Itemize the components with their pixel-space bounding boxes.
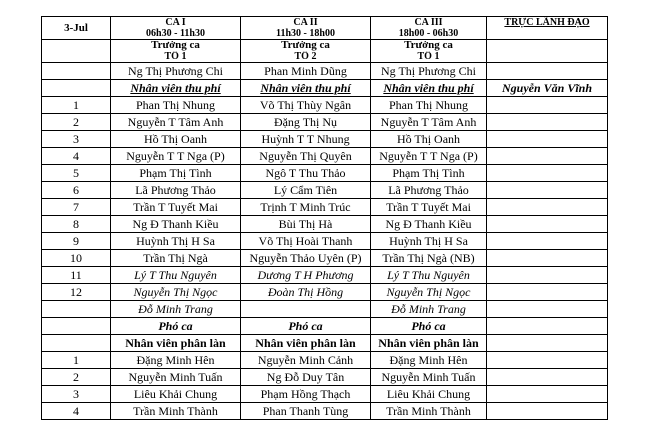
row-number: 2 — [42, 114, 111, 131]
table-row — [42, 114, 608, 131]
ca3-title: CA III — [371, 17, 487, 29]
ca3-staff-name: Nguyễn T Tâm Anh — [371, 114, 487, 131]
ca3-staff-name: Nguyễn T T Nga (P) — [371, 148, 487, 165]
ca3-staff-name: Ng Đ Thanh Kiều — [371, 216, 487, 233]
ca2-staff-name: Phan Thanh Tùng — [241, 403, 371, 420]
ca3-team-lead-name: Ng Thị Phương Chi — [371, 63, 487, 80]
leader-cell — [487, 369, 608, 386]
row-number: 8 — [42, 216, 111, 233]
ca3-staff-name: Trần Minh Thành — [371, 403, 487, 420]
ca1-staff-name: Lý T Thu Nguyên — [111, 267, 241, 284]
ca3-staff-name: Trần Thị Ngà (NB) — [371, 250, 487, 267]
ca2-staff-name: Huỳnh T T Nhung — [241, 131, 371, 148]
ca2-staff-name: Phạm Hồng Thạch — [241, 386, 371, 403]
ca1-staff-name: Phạm Thị Tình — [111, 165, 241, 182]
ca1-time: 06h30 - 11h30 — [111, 28, 241, 40]
ca1-staff-name: Lã Phương Thảo — [111, 182, 241, 199]
ca3-staff-name: Liêu Khải Chung — [371, 386, 487, 403]
ca2-staff-name: Võ Thị Hoài Thanh — [241, 233, 371, 250]
ca2-staff-name: Nguyễn Thị Quyên — [241, 148, 371, 165]
ca1-staff-name: Trần Minh Thành — [111, 403, 241, 420]
leader-name: Nguyễn Văn Vĩnh — [487, 80, 608, 97]
row-number: 1 — [42, 97, 111, 114]
table-row — [42, 216, 608, 233]
table-row — [42, 250, 608, 267]
ca3-staff-name: Trần T Tuyết Mai — [371, 199, 487, 216]
table-row — [42, 352, 608, 369]
ca2-staff-name: Dương T H Phương — [241, 267, 371, 284]
ca1-staff-name: Hồ Thị Oanh — [111, 131, 241, 148]
ca1-lane-staff-label: Nhân viên phân làn — [111, 335, 241, 352]
ca2-staff-name: Lý Cẩm Tiên — [241, 182, 371, 199]
leader-cell — [487, 352, 608, 369]
ca2-team-lead-name: Phan Minh Dũng — [241, 63, 371, 80]
ca2-staff-name: Ng Đỗ Duy Tân — [241, 369, 371, 386]
leader-cell — [487, 148, 608, 165]
ca2-title: CA II — [241, 17, 371, 29]
ca2-team-lead-label: Trưởng ca — [241, 40, 371, 52]
ca3-staff-name: Lý T Thu Nguyên — [371, 267, 487, 284]
row-number: 5 — [42, 165, 111, 182]
ca3-staff-name: Huỳnh Thị H Sa — [371, 233, 487, 250]
ca1-deputy-label: Phó ca — [111, 318, 241, 335]
ca1-staff-name: Huỳnh Thị H Sa — [111, 233, 241, 250]
ca3-team-lead-label: Trưởng ca — [371, 40, 487, 52]
ca3-staff-name: Nguyễn Minh Tuấn — [371, 369, 487, 386]
ca1-staff-name: Nguyễn T Tâm Anh — [111, 114, 241, 131]
ca1-staff-name: Nguyễn T T Nga (P) — [111, 148, 241, 165]
table-row — [42, 199, 608, 216]
ca3-team: TỔ 1 — [371, 51, 487, 63]
row-number: 9 — [42, 233, 111, 250]
fee-staff-header-row — [42, 80, 608, 97]
row-number — [42, 301, 111, 318]
row-number: 4 — [42, 148, 111, 165]
ca2-time: 11h30 - 18h00 — [241, 28, 371, 40]
table-row — [42, 165, 608, 182]
ca1-staff-name: Nguyễn Minh Tuấn — [111, 369, 241, 386]
ca1-team-lead-name: Ng Thị Phương Chi — [111, 63, 241, 80]
ca2-staff-name: Đặng Thị Nụ — [241, 114, 371, 131]
row-number: 7 — [42, 199, 111, 216]
ca1-staff-name: Trần Thị Ngà — [111, 250, 241, 267]
table-row — [42, 403, 608, 420]
leader-cell — [487, 267, 608, 284]
table-row — [42, 148, 608, 165]
leader-cell — [487, 165, 608, 182]
row-number: 12 — [42, 284, 111, 301]
table-row — [42, 97, 608, 114]
table-row — [42, 182, 608, 199]
ca3-staff-name: Nguyễn Thị Ngọc — [371, 284, 487, 301]
ca3-staff-name: Hồ Thị Oanh — [371, 131, 487, 148]
row-number: 3 — [42, 131, 111, 148]
ca3-staff-name: Lã Phương Thảo — [371, 182, 487, 199]
ca3-staff-name: Đỗ Minh Trang — [371, 301, 487, 318]
row-number: 4 — [42, 403, 111, 420]
leader-cell — [487, 250, 608, 267]
ca1-team-lead-label: Trưởng ca — [111, 40, 241, 52]
ca1-fee-staff-label: Nhân viên thu phí — [111, 80, 241, 97]
ca2-deputy-label: Phó ca — [241, 318, 371, 335]
ca1-staff-name: Phan Thị Nhung — [111, 97, 241, 114]
team-lead-name-row — [42, 63, 608, 80]
leader-cell — [487, 97, 608, 114]
ca2-team: TỔ 2 — [241, 51, 371, 63]
ca2-lane-staff-label: Nhân viên phân làn — [241, 335, 371, 352]
table-row — [42, 284, 608, 301]
row-number: 11 — [42, 267, 111, 284]
ca1-staff-name: Đỗ Minh Trang — [111, 301, 241, 318]
ca3-time: 18h00 - 06h30 — [371, 28, 487, 40]
row-number: 10 — [42, 250, 111, 267]
ca1-staff-name: Liêu Khải Chung — [111, 386, 241, 403]
leader-cell — [487, 199, 608, 216]
ca2-staff-name: Trịnh T Minh Trúc — [241, 199, 371, 216]
leader-cell — [487, 182, 608, 199]
row-number: 3 — [42, 386, 111, 403]
leader-cell — [487, 284, 608, 301]
ca2-staff-name: Nguyễn Minh Cảnh — [241, 352, 371, 369]
leader-cell — [487, 301, 608, 318]
ca1-staff-name: Trần T Tuyết Mai — [111, 199, 241, 216]
leader-cell — [487, 233, 608, 250]
leader-title: TRỰC LÃNH ĐẠO — [487, 17, 608, 40]
ca2-staff-name — [241, 301, 371, 318]
ca3-staff-name: Phan Thị Nhung — [371, 97, 487, 114]
row-number: 6 — [42, 182, 111, 199]
lane-staff-header-row — [42, 335, 608, 352]
table-row — [42, 267, 608, 284]
row-number: 1 — [42, 352, 111, 369]
team-lead-label-row — [42, 40, 608, 52]
ca2-staff-name: Nguyễn Thảo Uyên (P) — [241, 250, 371, 267]
leader-cell — [487, 131, 608, 148]
ca1-staff-name: Nguyễn Thị Ngọc — [111, 284, 241, 301]
ca1-title: CA I — [111, 17, 241, 29]
row-number: 2 — [42, 369, 111, 386]
ca1-team: TỔ 1 — [111, 51, 241, 63]
leader-cell — [487, 403, 608, 420]
date-cell: 3-Jul — [42, 17, 111, 40]
deputy-label-row — [42, 318, 608, 335]
ca3-lane-staff-label: Nhân viên phân làn — [371, 335, 487, 352]
ca3-deputy-label: Phó ca — [371, 318, 487, 335]
table-row — [42, 301, 608, 318]
table-row — [42, 233, 608, 250]
ca2-staff-name: Ngô T Thu Thảo — [241, 165, 371, 182]
header-row-title — [42, 17, 608, 29]
ca2-staff-name: Bùi Thị Hà — [241, 216, 371, 233]
shift-schedule-table — [41, 16, 608, 420]
table-row — [42, 131, 608, 148]
ca3-fee-staff-label: Nhân viên thu phí — [371, 80, 487, 97]
table-row — [42, 369, 608, 386]
ca1-staff-name: Đặng Minh Hên — [111, 352, 241, 369]
leader-cell — [487, 114, 608, 131]
ca2-staff-name: Võ Thị Thùy Ngân — [241, 97, 371, 114]
ca3-staff-name: Phạm Thị Tình — [371, 165, 487, 182]
leader-cell — [487, 386, 608, 403]
table-row — [42, 386, 608, 403]
leader-cell — [487, 216, 608, 233]
ca1-staff-name: Ng Đ Thanh Kiều — [111, 216, 241, 233]
ca2-staff-name: Đoàn Thị Hồng — [241, 284, 371, 301]
ca2-fee-staff-label: Nhân viên thu phí — [241, 80, 371, 97]
ca3-staff-name: Đặng Minh Hên — [371, 352, 487, 369]
